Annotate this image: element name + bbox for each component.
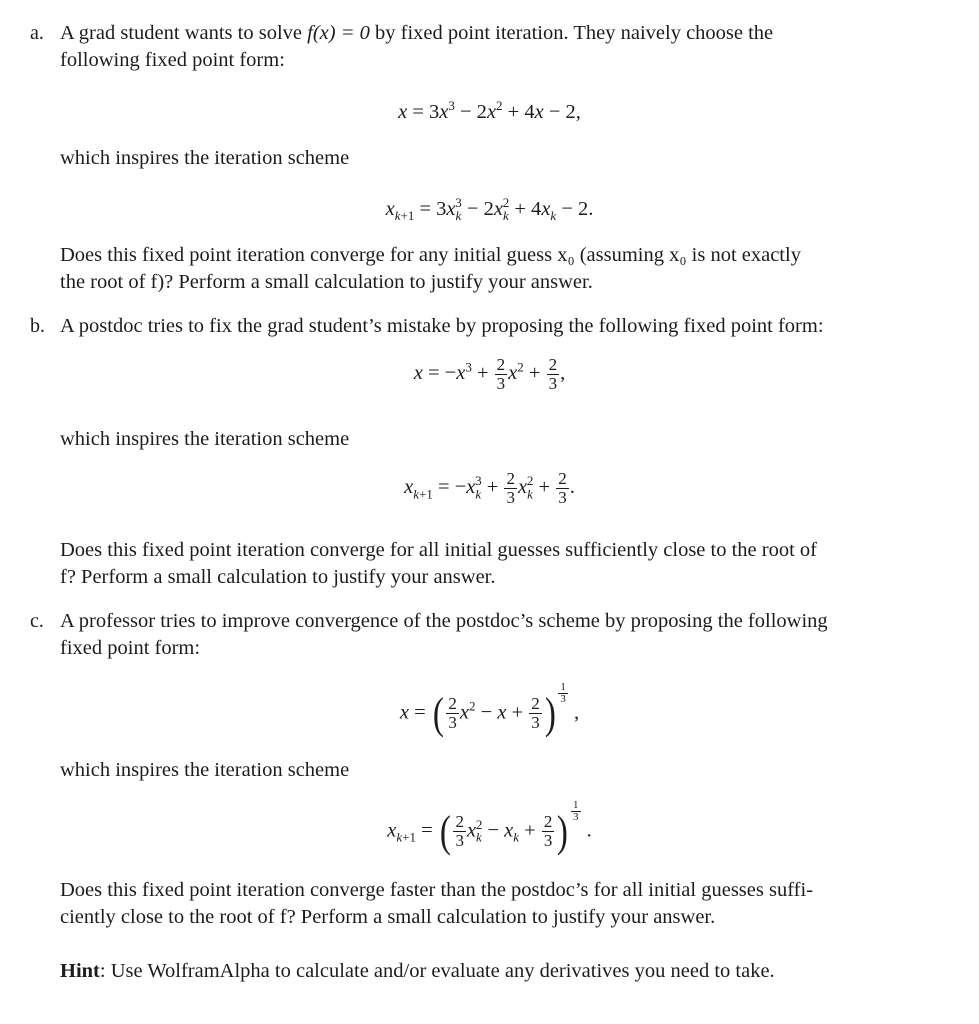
part-a-equation-2: $x_{k+1} = 3x_k^3 - 2x_k^2 + 4x_k - 2$. <box>385 195 594 223</box>
part-b-question <box>60 537 936 590</box>
part-b-scheme-text: which inspires the iteration scheme <box>60 428 350 450</box>
part-c-equation-2: $x_{k+1}$ = ( $\frac{2}{3}$ $x_k^2 - x_k$ + $\frac{2}{3}$ ) $^{\frac{1}{3}}$ . <box>387 799 592 856</box>
part-a-equation-1: $x = 3x^3 - 2x^2 + 4x - 2$, <box>398 98 581 123</box>
part-c-question-line1: Does this fixed point iteration converge faster than the postdoc’s for all initial guesses suffi- <box>60 879 814 901</box>
part-c-intro <box>60 608 936 661</box>
part-a-question-line1: Does this fixed point iteration converge for any initial guess x₀ (assuming x₀ is not exactly <box>60 244 801 266</box>
part-b-question-line1: Does this fixed point iteration converge for all initial guesses sufficiently close to the root of <box>60 539 817 561</box>
part-a-question-line2: the root of f)? Perform a small calculation to justify your answer. <box>60 270 593 293</box>
part-b-question-line2: f? Perform a small calculation to justify your answer. <box>60 565 496 588</box>
part-a-question <box>60 242 936 295</box>
part-a-intro-pre: A grad student wants to solve <box>60 22 308 44</box>
hint-label: Hint <box>60 960 100 982</box>
part-a-intro-post: by fixed point iteration. They naively choose the <box>369 22 774 44</box>
part-c-equation-1: x = ( $\frac{2}{3}$ $x^2 - x$ + $\frac{2}{3}$ ) $^{\frac{1}{3}}$ , <box>399 681 580 738</box>
part-c-scheme-text: which inspires the iteration scheme <box>60 759 350 781</box>
part-c-question-line2: ciently close to the root of f? Perform a small calculation to justify your answer. <box>60 905 716 928</box>
part-c-intro-line2: fixed point form: <box>60 636 201 659</box>
part-a-intro <box>60 20 936 73</box>
part-a-intro-line2: following fixed point form: <box>60 48 285 71</box>
part-b-intro: A postdoc tries to fix the grad student’s mistake by proposing the following fixed point form: <box>60 315 824 337</box>
hint-text: : Use WolframAlpha to calculate and/or evaluate any derivatives you need to take. <box>99 960 775 982</box>
part-a-intro-fx: f(x) = 0 <box>307 22 370 44</box>
part-c-intro-line1: A professor tries to improve convergence of the postdoc’s scheme by proposing the following <box>60 610 828 632</box>
part-c-question <box>60 877 936 930</box>
part-b-equation-1: $x = -x^3$ + $\frac{2}{3}$ $x^2$ + $\frac{2}{3}$ , <box>413 355 566 393</box>
part-c-label: c. <box>30 610 44 632</box>
part-a-label: a. <box>30 22 44 44</box>
part-b-label: b. <box>30 315 45 337</box>
hint <box>60 958 936 985</box>
part-b-equation-2: $x_{k+1} = -x_k^3$ + $\frac{2}{3}$ $x_k^2$ + $\frac{2}{3}$ . <box>404 469 575 507</box>
part-a-scheme-text: which inspires the iteration scheme <box>60 147 350 169</box>
